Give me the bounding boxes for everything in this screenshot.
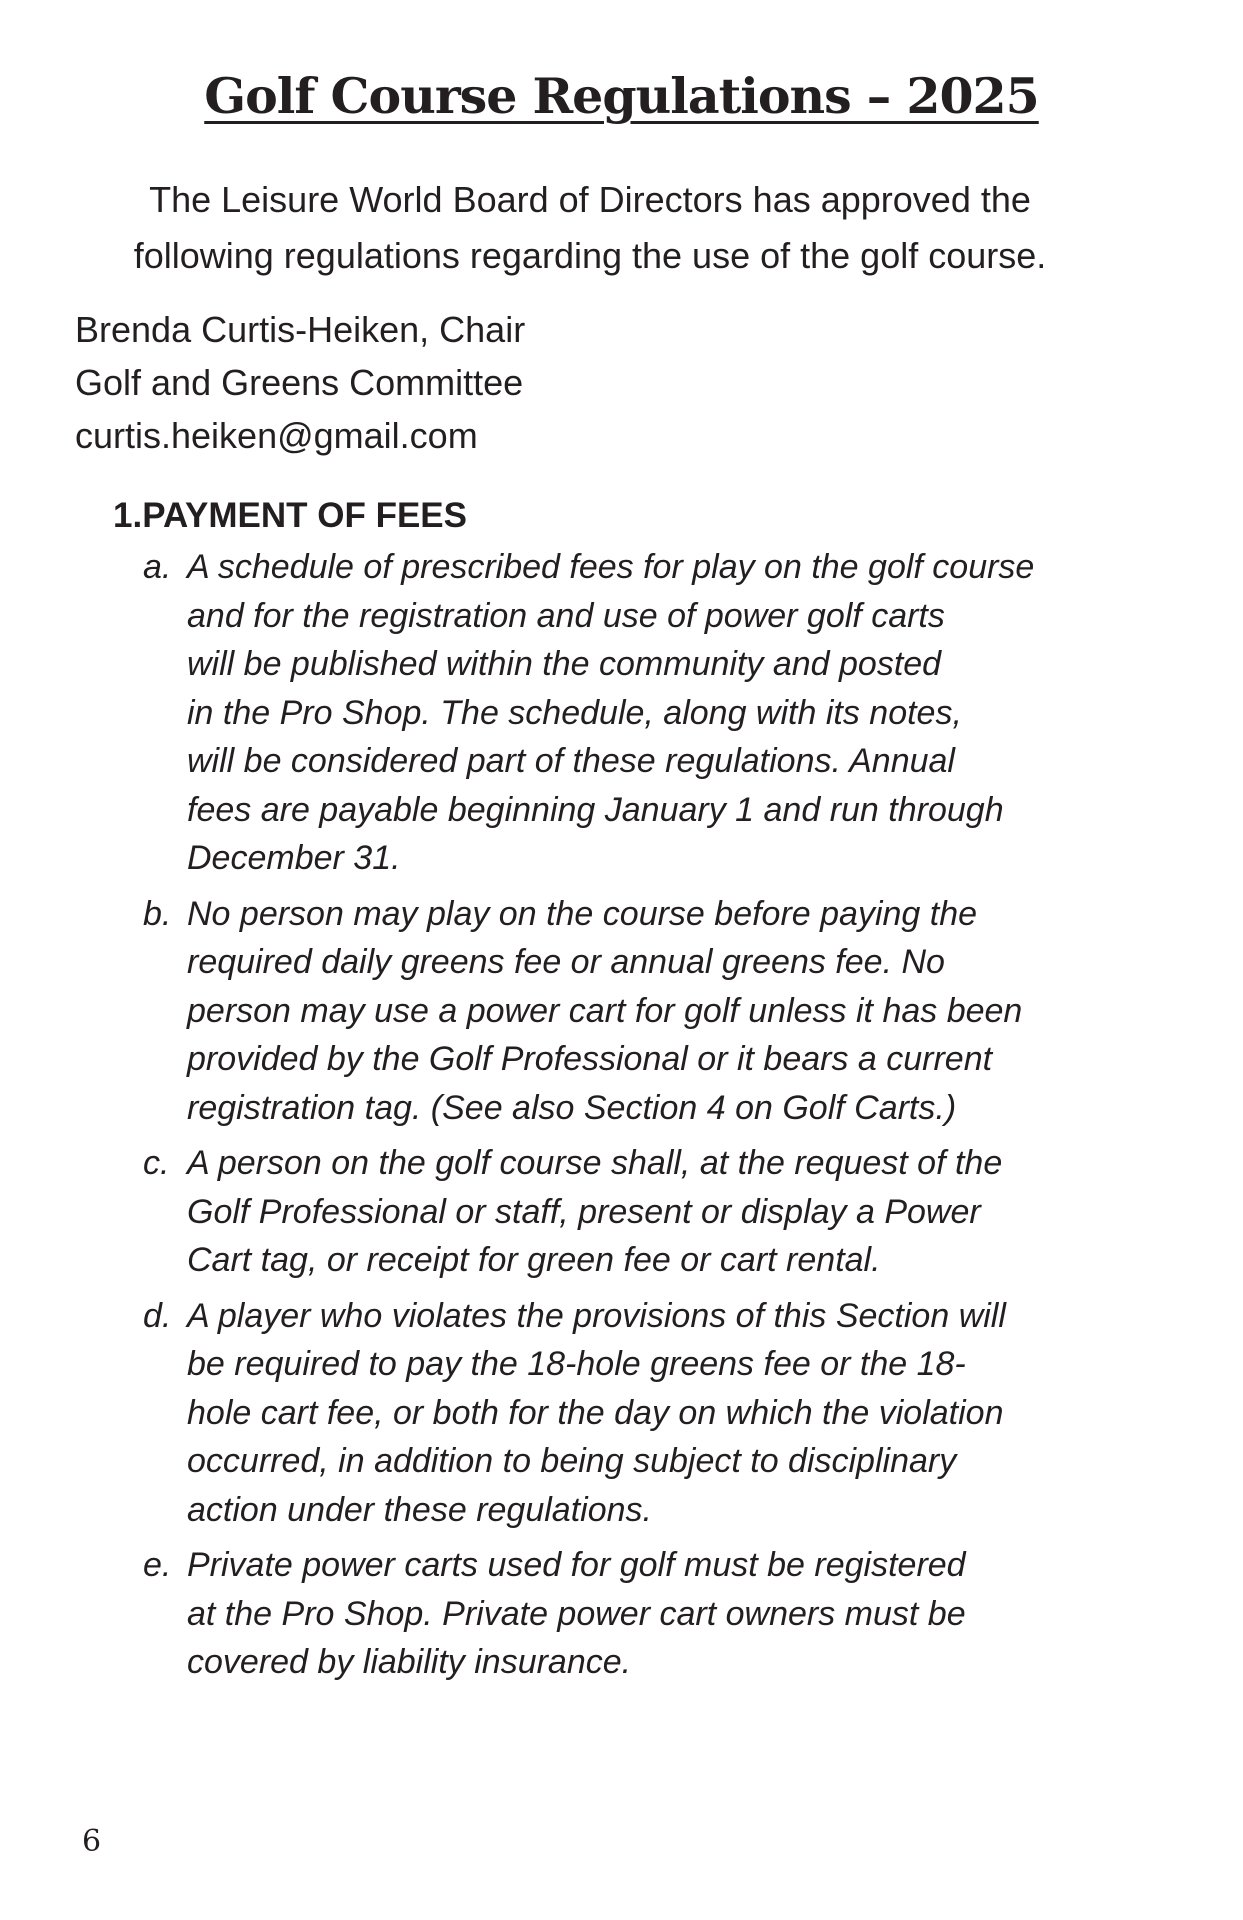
- item-line: hole cart fee, or both for the day on which the violation: [187, 1393, 1004, 1432]
- list-item: [143, 1541, 1034, 1687]
- page-title-text: Golf Course Regulations – 2025: [204, 67, 1039, 125]
- contact-name: Brenda Curtis-Heiken, Chair: [75, 309, 526, 350]
- item-line: Private power carts used for golf must be registered: [187, 1546, 966, 1584]
- item-line: A person on the golf course shall, at the request of the: [187, 1144, 1003, 1182]
- contact-block: [75, 303, 525, 462]
- list-item: [143, 890, 1034, 1133]
- item-line: covered by liability insurance.: [187, 1643, 632, 1681]
- list-item: [143, 543, 1034, 883]
- intro-line: following regulations regarding the use of the golf course.: [133, 235, 1047, 276]
- item-line: be required to pay the 18-hole greens fee or the 18-: [187, 1345, 966, 1383]
- section-title: PAYMENT OF FEES: [142, 496, 467, 535]
- item-line: Golf Professional or staff, present or display a Power: [187, 1192, 981, 1231]
- contact-committee: Golf and Greens Committee: [75, 362, 524, 403]
- item-marker: e.: [143, 1546, 172, 1584]
- item-line: will be published within the community and posted: [187, 645, 942, 683]
- item-marker: b.: [143, 894, 172, 933]
- item-line: action under these regulations.: [187, 1490, 652, 1529]
- item-line: No person may play on the course before paying the: [187, 894, 978, 933]
- contact-email: curtis.heiken@gmail.com: [75, 415, 478, 456]
- item-line: A player who violates the provisions of this Section will: [187, 1296, 1006, 1335]
- item-marker: c.: [143, 1144, 170, 1182]
- section-heading: [113, 488, 467, 544]
- item-marker: d.: [143, 1296, 172, 1335]
- item-line: A schedule of prescribed fees for play on the golf course: [187, 548, 1035, 586]
- item-line: at the Pro Shop. Private power cart owners must be: [187, 1594, 966, 1633]
- item-line: required daily greens fee or annual greens fee. No: [187, 943, 945, 981]
- item-line: Cart tag, or receipt for green fee or cart rental.: [187, 1241, 881, 1279]
- item-line: occurred, in addition to being subject to disciplinary: [187, 1442, 957, 1480]
- item-line: will be considered part of these regulations. Annual: [187, 742, 955, 780]
- list-item: [143, 1292, 1034, 1535]
- regulation-list: [143, 543, 1034, 1694]
- item-line: person may use a power cart for golf unless it has been: [187, 991, 1023, 1030]
- item-line: provided by the Golf Professional or it bears a current: [187, 1040, 993, 1078]
- item-line: and for the registration and use of power golf carts: [187, 596, 945, 635]
- page-title: [0, 58, 1243, 134]
- page-number: 6: [82, 1824, 102, 1859]
- item-line: registration tag. (See also Section 4 on Golf Carts.): [187, 1088, 957, 1127]
- item-line: December 31.: [187, 839, 401, 877]
- section-number: 1.: [113, 496, 143, 535]
- intro-paragraph: [40, 172, 1140, 284]
- item-line: fees are payable beginning January 1 and run through: [187, 790, 1004, 829]
- list-item: [143, 1139, 1034, 1285]
- item-line: in the Pro Shop. The schedule, along with its notes,: [187, 693, 962, 732]
- item-marker: a.: [143, 548, 172, 586]
- intro-line: The Leisure World Board of Directors has approved the: [149, 179, 1031, 220]
